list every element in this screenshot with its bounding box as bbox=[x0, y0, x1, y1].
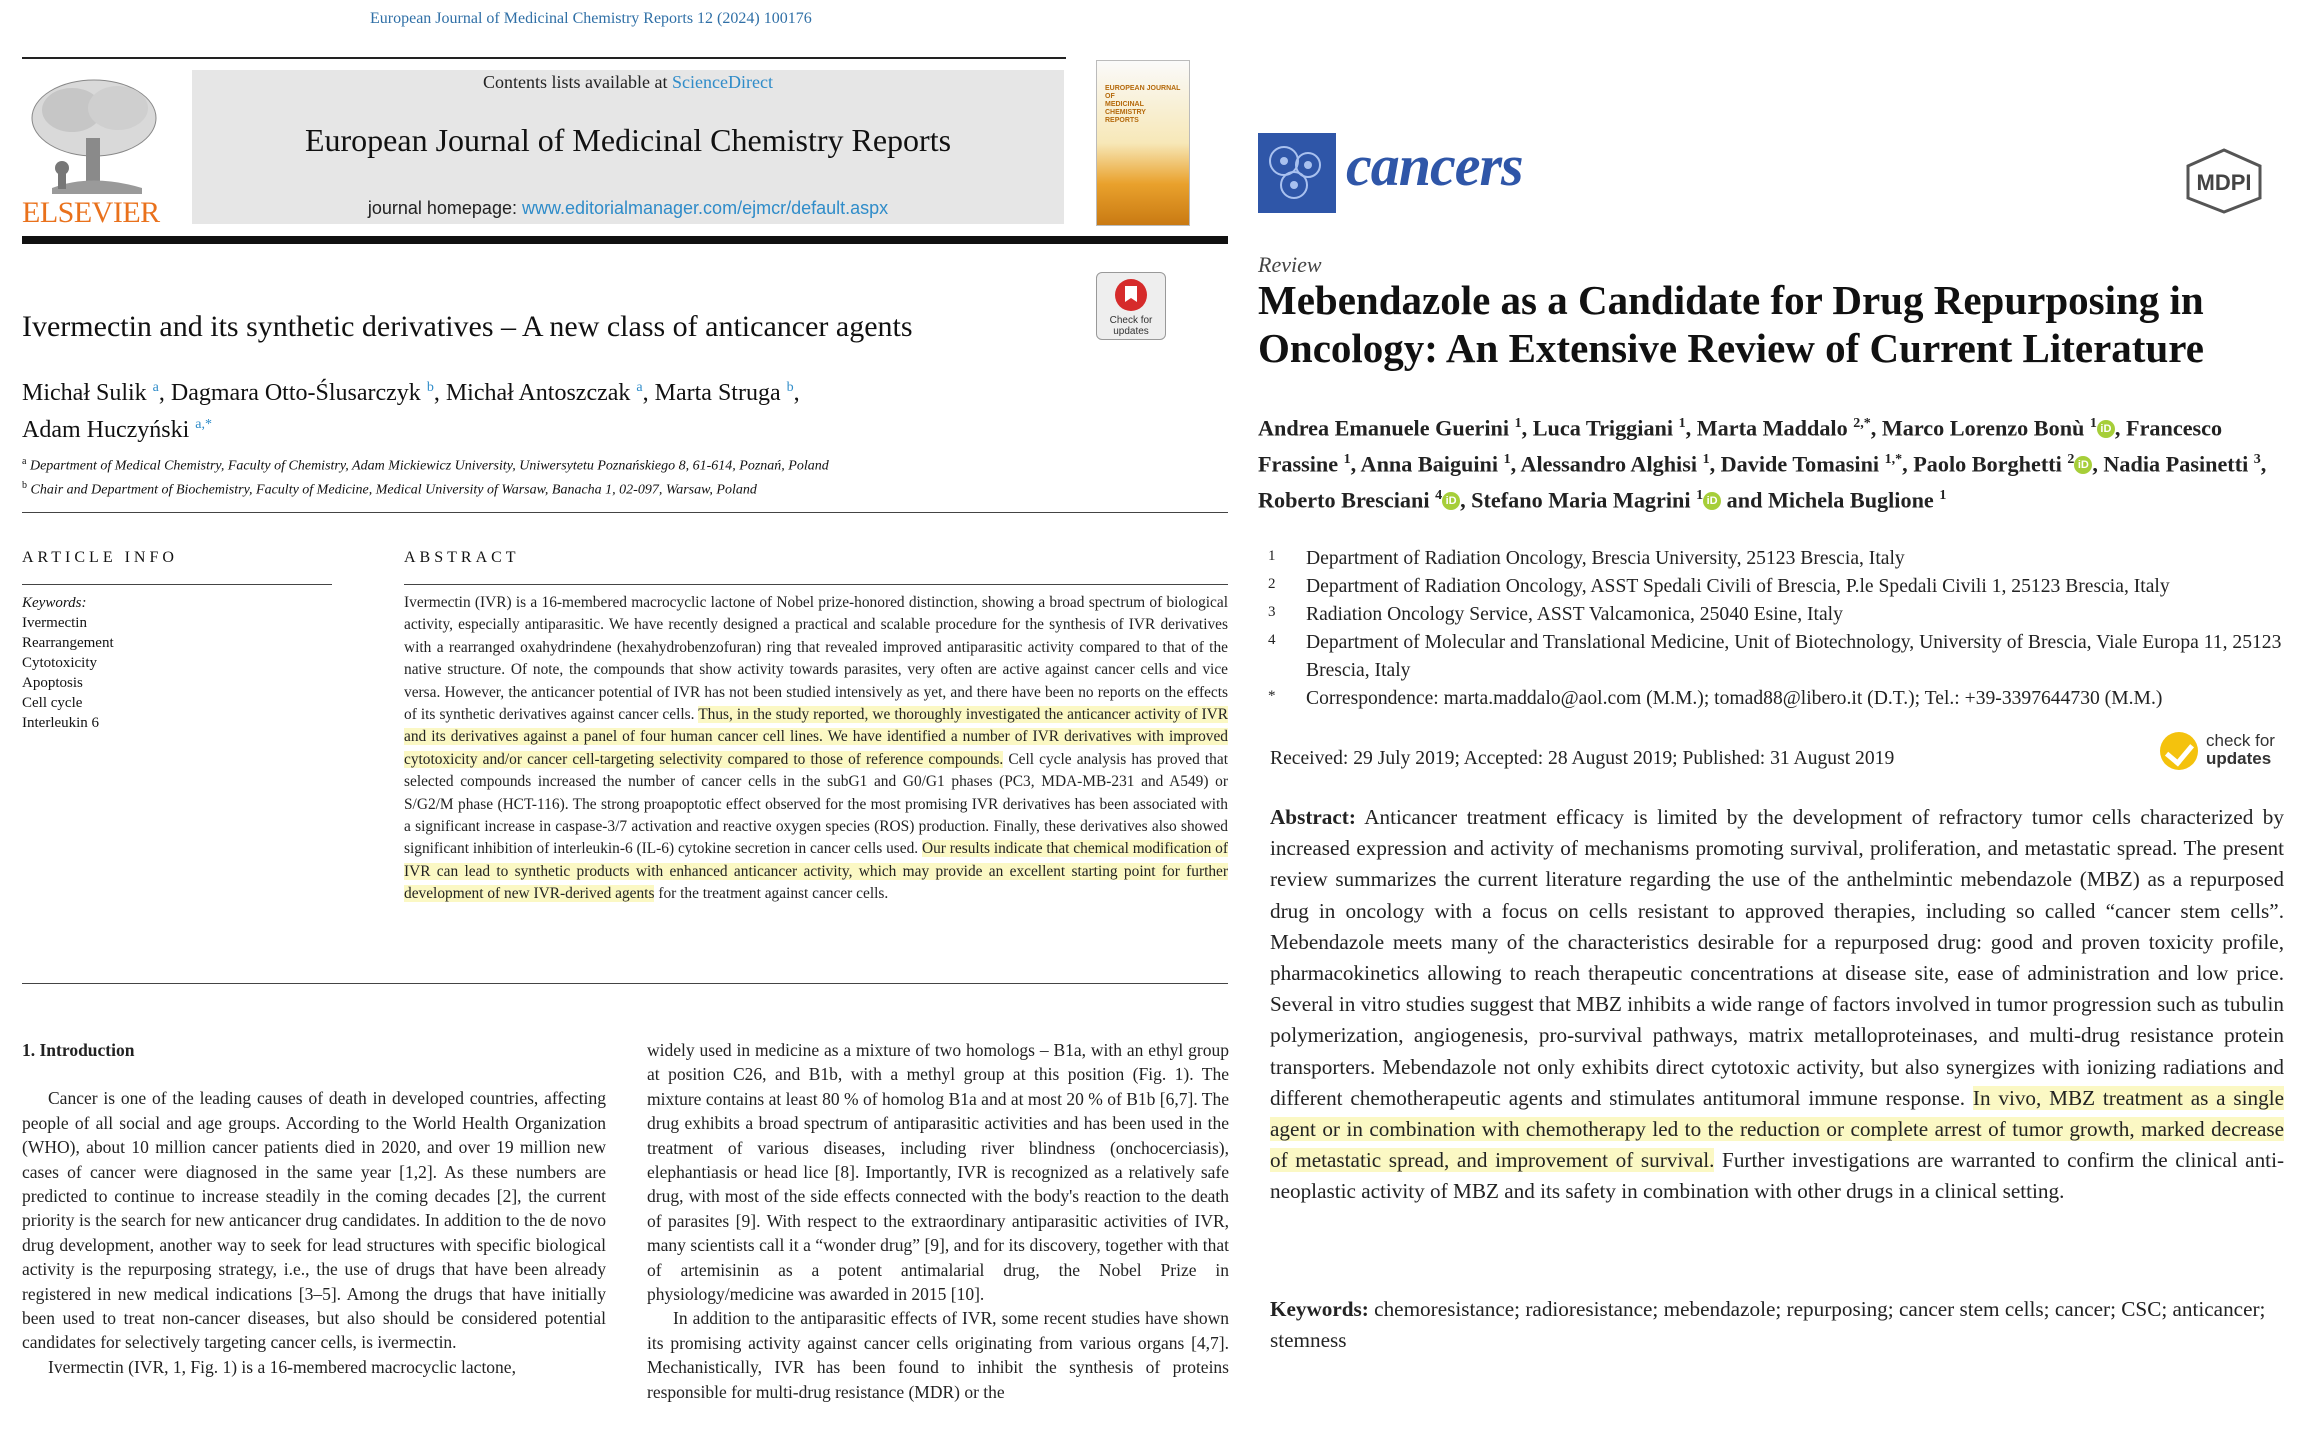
article-title: Ivermectin and its synthetic derivatives – A new class of anticancer agents bbox=[22, 310, 913, 343]
abstract-rule bbox=[404, 584, 1228, 585]
abstract-heading: ABSTRACT bbox=[404, 549, 520, 566]
highlighted-text: Our results indicate that chemical modification of IVR can lead to synthetic products with enhanced anticancer activity, which may provide an excellent starting point for further development of new IVR-derived agents bbox=[404, 840, 1229, 903]
section-rule bbox=[22, 983, 1228, 984]
check-updates-label: check for updates bbox=[2206, 731, 2275, 768]
keyword: Cell cycle bbox=[22, 695, 83, 711]
affiliations bbox=[1258, 545, 2298, 713]
affiliation: $^b$ Chair and Department of Biochemistry, Faculty of Medicine, Medical University of Warsaw, Banacha 1, 02-097, Warsaw, Poland bbox=[22, 479, 757, 498]
highlighted-text: Thus, in the study reported, we thoroughly investigated the anticancer activity of IVR and its derivatives against a panel of four human cancer cell lines. We have identified a number of IVR derivatives with improved cytotoxicity and/or cancer cell-targeting selectivity compared to those of reference compounds. bbox=[404, 706, 1228, 768]
keyword: Rearrangement bbox=[22, 635, 114, 651]
article-title: Mebendazole as a Candidate for Drug Repurposing in Oncology: An Extensive Review of Current Literature bbox=[1258, 277, 2204, 371]
affiliation: $^a$ Department of Medical Chemistry, Faculty of Chemistry, Adam Mickiewicz University, Uniwersytetu Poznańskiego 8, 61-614, Poznań, Poland bbox=[22, 456, 829, 474]
paragraph: Ivermectin (IVR, 1, Fig. 1) is a 16-membered macrocyclic lactone, bbox=[48, 1356, 516, 1377]
author[interactable]: Michał Antoszczak bbox=[445, 380, 631, 406]
affiliations bbox=[22, 452, 829, 499]
author[interactable]: Michał Sulik bbox=[22, 380, 147, 406]
publication-dates: Received: 29 July 2019; Accepted: 28 August 2019; Published: 31 August 2019 bbox=[1270, 748, 1895, 769]
author[interactable]: Roberto Bresciani bbox=[1258, 486, 1430, 512]
author[interactable]: Nadia Pasinetti bbox=[2103, 451, 2249, 477]
affiliation: 4 Department of Molecular and Translational Medicine, Unit of Biotechnology, University of Brescia, Viale Europa 11, 25123 Brescia, Italy bbox=[1268, 632, 2282, 681]
elsevier-wordmark: ELSEVIER bbox=[22, 196, 160, 229]
keyword: Ivermectin bbox=[22, 615, 87, 631]
highlighted-text: In vivo, MBZ treatment as a single agent or in combination with chemotherapy led to the reduction or complete arrest of tumor growth, marked decrease of metastatic spread, and improvement of survival. bbox=[1270, 1085, 2284, 1173]
correspondence: * Correspondence: marta.maddalo@aol.com (M.M.); tomad88@libero.it (D.T.); Tel.: +39-3397644730 (M.M.) bbox=[1268, 688, 2163, 709]
orcid-icon[interactable]: iD bbox=[1703, 492, 1721, 510]
journal-name: cancers bbox=[1346, 133, 1523, 198]
orcid-icon[interactable]: iD bbox=[2097, 420, 2115, 438]
bookmark-icon bbox=[1115, 279, 1147, 311]
affiliation: 1 Department of Radiation Oncology, Brescia University, 25123 Brescia, Italy bbox=[1268, 548, 1905, 569]
journal-banner bbox=[192, 70, 1064, 224]
section-heading: 1. Introduction bbox=[22, 1040, 135, 1060]
info-rule bbox=[22, 584, 332, 585]
keywords-label: Keywords: bbox=[1270, 1297, 1369, 1321]
journal-cover-image[interactable]: EUROPEAN JOURNAL OF MEDICINAL CHEMISTRY REPORTS bbox=[1096, 60, 1190, 226]
orcid-icon[interactable]: iD bbox=[2074, 456, 2092, 474]
paragraph: Cancer is one of the leading causes of death in developed countries, affecting people of all social and age groups. According to the World Health Organization (WHO), about 10 million cancer patients died in 2020, and over 19 million new cases of cancer were diagnosed in the same year [1,2]. As these numbers are predicted to continue to increase steadily in the coming decades [2], the current priority is the search for new anticancer drug candidates. In addition to the de novo drug development, another way to seek for lead structures with specific biological activity is the repurposing strategy, i.e., the use of drugs that have been already registered in new medical indications [3–5]. Among the drugs that have initially been used to treat non-cancer diseases, but also should be considered potential candidates for selectively targeting cancer cells, is ivermectin. bbox=[22, 1088, 606, 1353]
author[interactable]: Alessandro Alghisi bbox=[1520, 451, 1698, 477]
keywords-list bbox=[22, 593, 114, 733]
mdpi-logo bbox=[2184, 148, 2264, 214]
keyword: Apoptosis bbox=[22, 675, 83, 691]
author[interactable]: Davide Tomasini bbox=[1720, 451, 1880, 477]
author[interactable]: Michela Buglione bbox=[1767, 486, 1934, 512]
author-list: Andrea Emanuele Guerini $^1$, Luca Triggiani $^1$, Marta Maddalo $^{2,*}$, Marco Lorenzo Bonù $^1$ iD , Francesco Frassine $^1$, Anna Baiguini $^1$, Alessandro Alghisi $^1$, Davide Tomasini $^{1,*}$, Paolo Borghetti $^2$ iD , Nadia Pasinetti $^3$, Roberto Bresciani $^4$ iD , Stefano Maria Magrini $^1$ iD and Michela Buglione $^1$ bbox=[1258, 415, 2267, 512]
author[interactable]: Paolo Borghetti bbox=[1913, 451, 2062, 477]
author[interactable]: Marta Struga bbox=[654, 380, 781, 406]
keywords: Keywords: chemoresistance; radioresistance; mebendazole; repurposing; cancer stem cells; cancer; CSC; anticancer; stemness bbox=[1270, 1297, 2266, 1352]
contents-line: Contents lists available at ScienceDirect bbox=[483, 72, 773, 92]
section-rule bbox=[22, 512, 1228, 513]
author[interactable]: Stefano Maria Magrini bbox=[1471, 486, 1691, 512]
intro-column-1 bbox=[22, 1038, 606, 1379]
header-thick-rule bbox=[22, 236, 1228, 244]
author[interactable]: Adam Huczyński bbox=[22, 417, 190, 443]
paragraph: widely used in medicine as a mixture of two homologs – B1a, with an ethyl group at position C26, and B1b, with a methyl group at this position (Fig. 1). The mixture contains at least 80 % of homolog B1a and at most 20 % of B1b [6,7]. The drug exhibits a broad spectrum of antiparasitic activities and has been used in the treatment of various diseases, including river blindness (onchocerciasis), elephantiasis or head lice [8]. Importantly, IVR is recognized as a relatively safe drug, with most of the side effects connected with the body's reaction to the death of parasites [9]. With respect to the extraordinary antiparasitic activities of IVR, many scientists call it a “wonder drug” [9], and for its discovery, together with that of artemisinin as a potent antimalarial drug, the Nobel Prize in physiology/medicine was awarded in 2015 [10]. bbox=[647, 1040, 1229, 1305]
abstract-label: Abstract: bbox=[1270, 805, 1356, 829]
orcid-icon[interactable]: iD bbox=[1442, 492, 1460, 510]
author[interactable]: Anna Baiguini bbox=[1360, 451, 1499, 477]
affiliation: 2 Department of Radiation Oncology, ASST Spedali Civili of Brescia, P.le Spedali Civili 1, 25123 Brescia, Italy bbox=[1268, 576, 2170, 597]
check-updates-label: Check for updates bbox=[1109, 315, 1153, 337]
author[interactable]: Marta Maddalo bbox=[1696, 415, 1848, 441]
homepage-link[interactable]: www.editorialmanager.com/ejmcr/default.aspx bbox=[521, 198, 889, 218]
abstract-text: Abstract: Anticancer treatment efficacy is limited by the development of refractory tumor cells characterized by increased expression and activity of mechanisms promoting survival, proliferation, and metastatic spread. The present review summarizes the current literature regarding the use of the anthelmintic mebendazole (MBZ) as a repurposed drug in oncology with a focus on cells resistant to approved therapies, including so called “cancer stem cells”. Mebendazole meets many of the characteristics desirable for a repurposed drug: good and proven toxicity profile, pharmacokinetics allowing to reach therapeutic concentrations at disease site, ease of administration and low price. Several in vitro studies suggest that MBZ inhibits a wide range of factors involved in tumor progression such as tubulin polymerization, angiogenesis, pro-survival pathways, matrix metalloproteinases, and multi-drug resistance protein transporters. Mebendazole not only exhibits direct cytotoxic activity, but also synergizes with ionizing radiations and different chemotherapeutic agents and stimulates antitumoral immune response. In vivo, MBZ treatment as a single agent or in combination with chemotherapy led to the reduction or complete arrest of tumor growth, marked decrease of metastatic spread, and improvement of survival. Further investigations are warranted to confirm the clinical anti-neoplastic activity of MBZ and its safety in combination with other drugs in a clinical setting. bbox=[1270, 805, 2285, 1204]
journal-citation[interactable]: European Journal of Medicinal Chemistry Reports 12 (2024) 100176 bbox=[370, 10, 812, 27]
author-list: Michał Sulik $^a$, Dagmara Otto-Ślusarczyk $^b$, Michał Antoszczak $^a$, Marta Struga $^b$, Adam Huczyński $^{a,*}$ bbox=[22, 380, 800, 443]
journal-homepage: journal homepage: www.editorialmanager.com/ejmcr/default.aspx bbox=[367, 198, 889, 218]
svg-text:MDPI: MDPI bbox=[2196, 170, 2252, 195]
cancers-cell-logo bbox=[1258, 133, 1336, 213]
checkmark-icon bbox=[2160, 732, 2198, 770]
author[interactable]: Francesco Frassine bbox=[1258, 415, 2223, 477]
author[interactable]: Luca Triggiani bbox=[1532, 415, 1674, 441]
sciencedirect-link[interactable]: ScienceDirect bbox=[672, 72, 773, 92]
abstract-text: Ivermectin (IVR) is a 16-membered macrocyclic lactone of Nobel prize-honored distinction, showing a broad spectrum of biological activity, especially antiparasitic. We have recently designed a practical and scalable procedure for the synthesis of IVR derivatives with a rearranged oxahydrindene (hexahydrobenzofuran) ring that revealed improved antiparasitic activity compared to that of the native structure. Of note, the compounds that show activity towards parasites, very often are active against cancer cells and vice versa. However, the anticancer potential of IVR has not been studied intensively as yet, and there have been no reports on the effects of its synthetic derivatives against cancer cells. Thus, in the study reported, we thoroughly investigated the anticancer activity of IVR and its derivatives against a panel of four human cancer cell lines. We have identified a number of IVR derivatives with improved cytotoxicity and/or cancer cell-targeting selectivity compared to those of reference compounds. Cell cycle analysis has proved that selected compounds increased the number of cancer cells in the subG1 and G0/G1 phases (PC3, MDA-MB-231 and A549) or S/G2/M phase (HCT-116). The strong proapoptotic effect observed for the most promising IVR derivatives has been associated with a significant increase in caspase-3/7 activation and reactive oxygen species (ROS) production. Finally, these derivatives also showed significant inhibition of interleukin-6 (IL-6) cytokine secretion in cancer cells used. Our results indicate that chemical modification of IVR can lead to synthetic products with enhanced anticancer activity, which may provide an excellent starting point for further development of new IVR-derived agents for the treatment against cancer cells. bbox=[404, 594, 1229, 903]
keywords-heading: Keywords: bbox=[22, 595, 87, 611]
check-for-updates-button[interactable] bbox=[2160, 728, 2304, 776]
article-info-heading: ARTICLE INFO bbox=[22, 549, 178, 566]
keyword: Cytotoxicity bbox=[22, 655, 97, 671]
author[interactable]: Andrea Emanuele Guerini bbox=[1258, 415, 1510, 441]
right-paper bbox=[1240, 0, 2304, 1454]
journal-title: European Journal of Medicinal Chemistry Reports bbox=[304, 122, 952, 158]
author[interactable]: Dagmara Otto-Ślusarczyk bbox=[170, 380, 421, 406]
paragraph: In addition to the antiparasitic effects of IVR, some recent studies have shown its promising activity against cancer cells originating from various organs [4,7]. Mechanistically, IVR has been found to inhibit the synthesis of proteins responsible for multi-drug resistance (MDR) or the bbox=[647, 1308, 1229, 1402]
article-type: Review bbox=[1258, 252, 1322, 277]
keyword: Interleukin 6 bbox=[22, 715, 100, 731]
intro-column-2 bbox=[647, 1038, 1229, 1404]
affiliation: 3 Radiation Oncology Service, ASST Valcamonica, 25040 Esine, Italy bbox=[1268, 604, 1843, 625]
header-rule bbox=[22, 57, 1066, 59]
author[interactable]: Marco Lorenzo Bonù bbox=[1881, 415, 2085, 441]
check-for-updates-button[interactable] bbox=[1096, 272, 1166, 340]
